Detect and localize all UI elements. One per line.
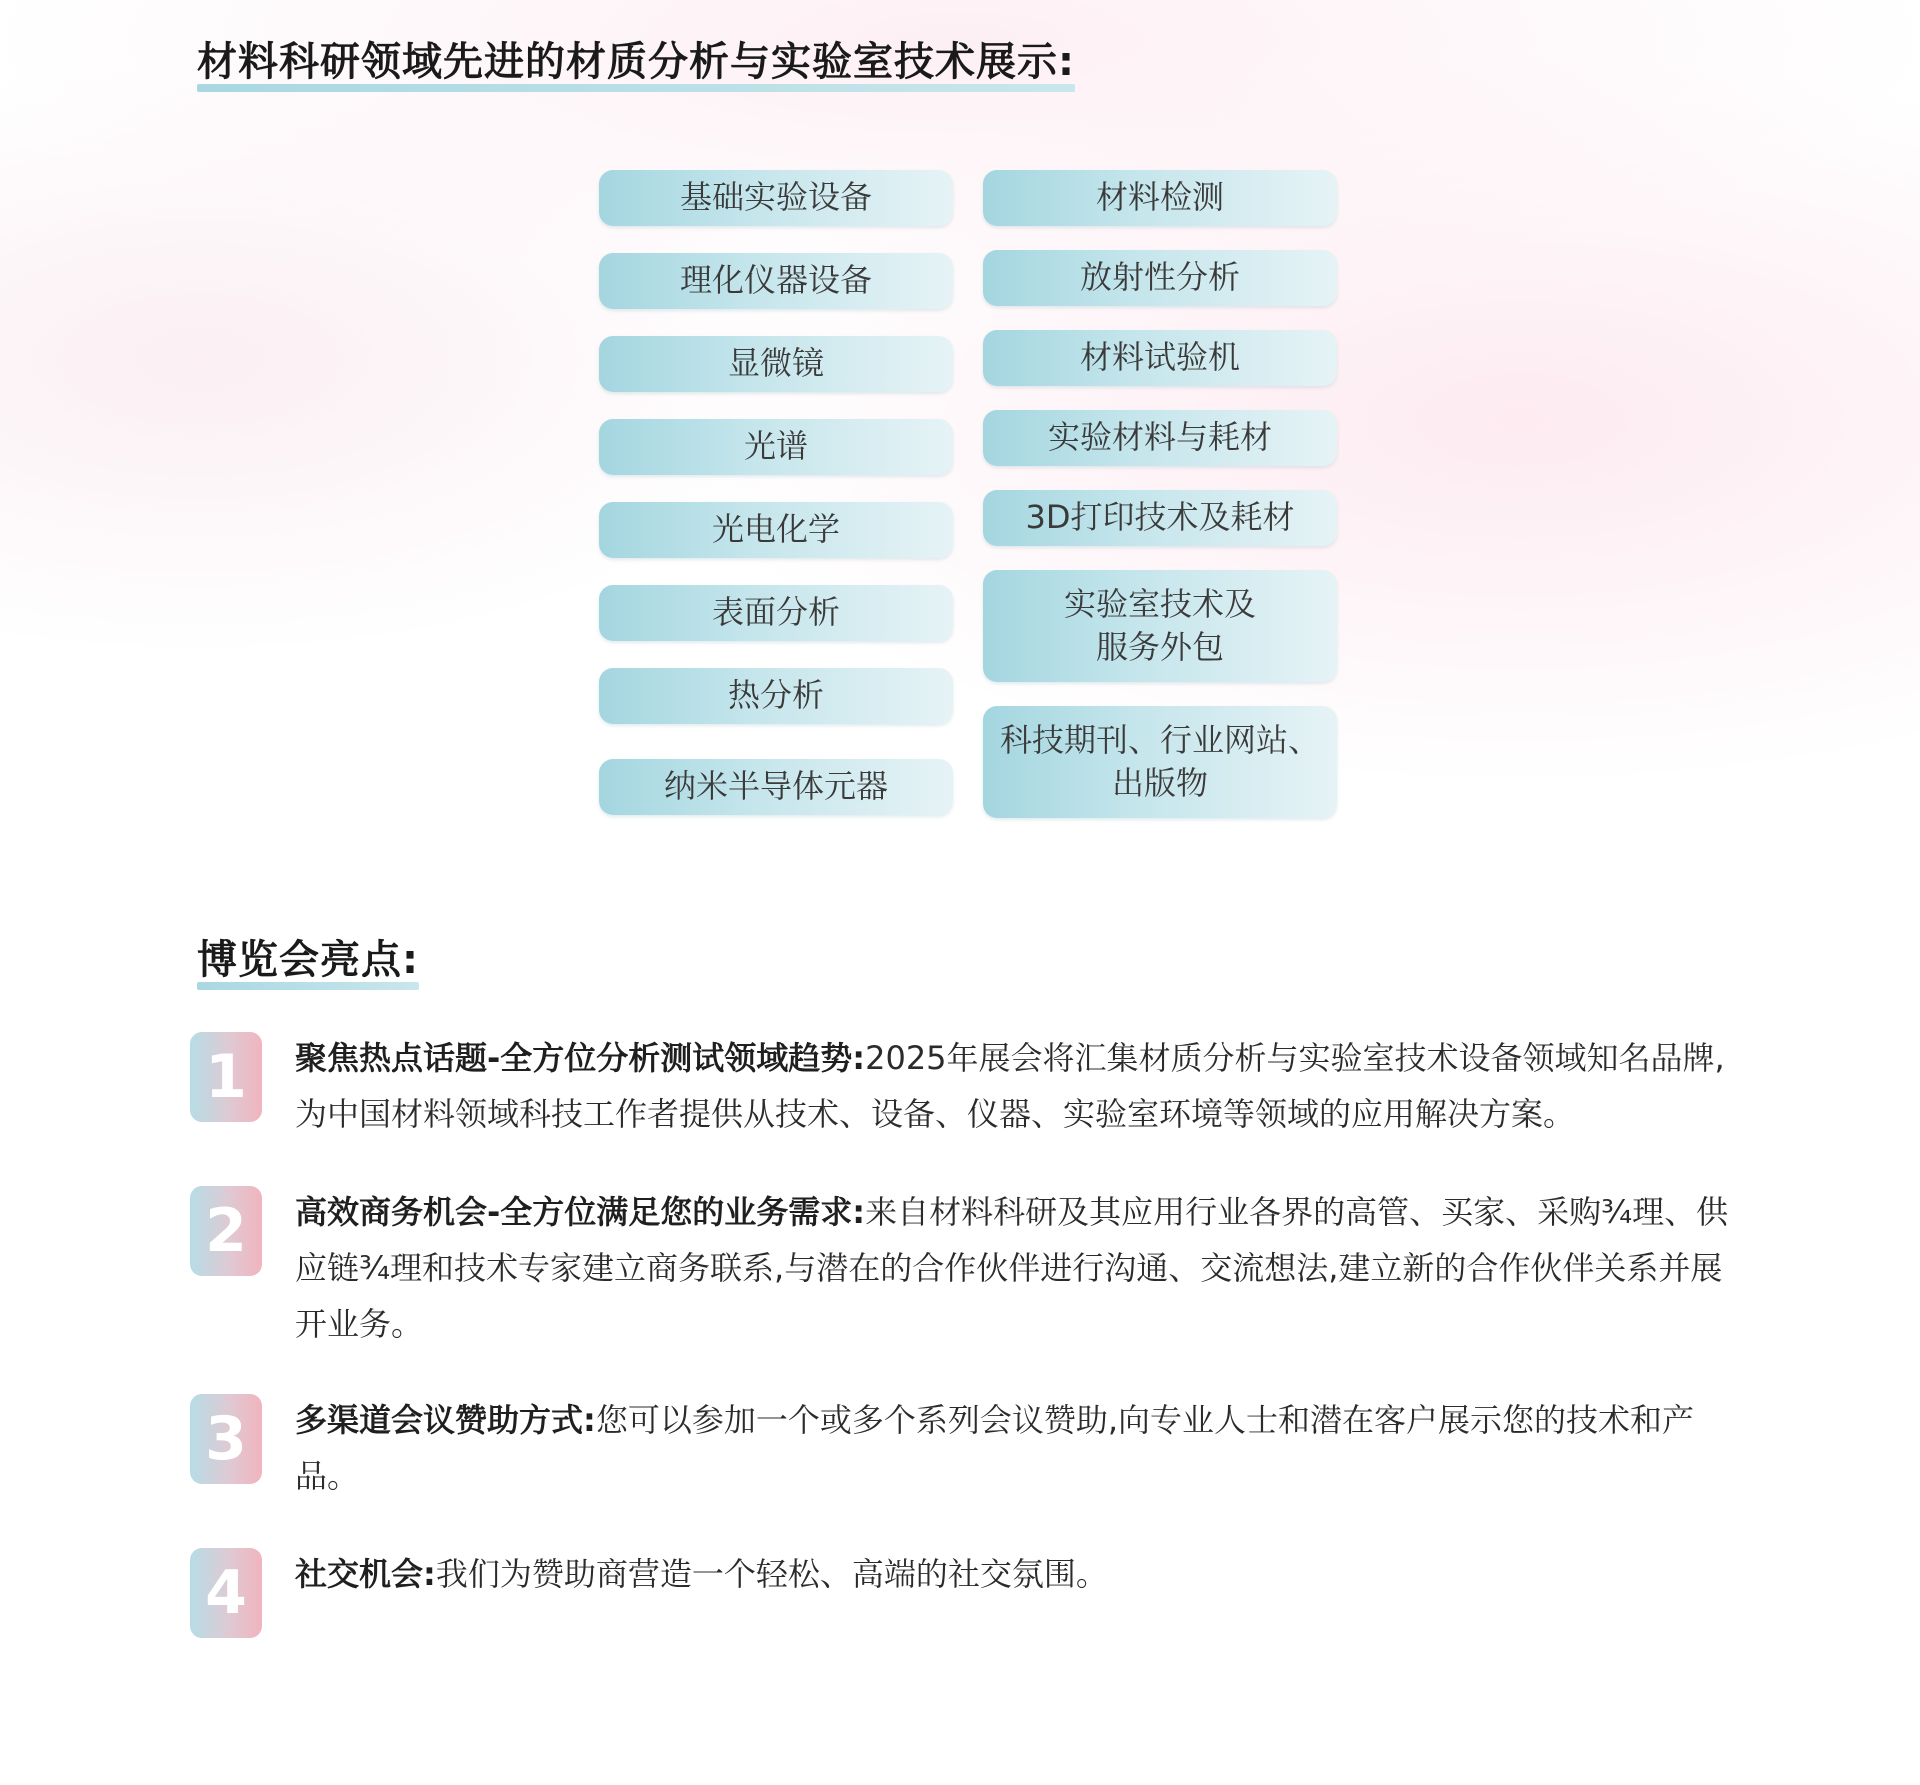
highlight-title: 多渠道会议赞助方式: [295, 1401, 596, 1439]
category-tag: 放射性分析 [983, 250, 1337, 306]
highlight-body: 2025年展会将汇集材质分析与实验室技术设备领域知名品牌,为中国材料领域科技工作者提供从技术、设备、仪器、实验室环境等领域的应用解决方案。 [295, 1039, 1725, 1133]
category-tag: 显微镜 [599, 336, 953, 392]
number-badge: 1 [190, 1032, 262, 1122]
highlight-title: 高效商务机会-全方位满足您的业务需求: [295, 1193, 866, 1231]
highlight-body: 我们为赞助商营造一个轻松、高端的社交氛围。 [435, 1555, 1108, 1593]
category-tag: 表面分析 [599, 585, 953, 641]
category-tag: 科技期刊、行业网站、 出版物 [983, 706, 1337, 818]
highlight-title: 聚焦热点话题-全方位分析测试领域趋势: [295, 1039, 866, 1077]
category-tag: 材料检测 [983, 170, 1337, 226]
number-badge: 2 [190, 1186, 262, 1276]
title-underline [197, 982, 419, 990]
category-tag: 基础实验设备 [599, 170, 953, 226]
number-badge: 3 [190, 1394, 262, 1484]
number-badge: 4 [190, 1548, 262, 1638]
category-tag: 实验室技术及 服务外包 [983, 570, 1337, 682]
category-tag: 纳米半导体元器 [599, 759, 953, 815]
category-tag: 3D打印技术及耗材 [983, 490, 1337, 546]
highlight-text [295, 1184, 1750, 1352]
category-tag: 热分析 [599, 668, 953, 724]
section-title-highlights: 博览会亮点: [197, 936, 419, 984]
category-tag: 材料试验机 [983, 330, 1337, 386]
category-tag: 光谱 [599, 419, 953, 475]
highlight-text [295, 1546, 1750, 1602]
highlight-text [295, 1392, 1750, 1504]
title-underline [197, 84, 1075, 92]
highlight-title: 社交机会: [295, 1555, 436, 1593]
highlight-body: 您可以参加一个或多个系列会议赞助,向专业人士和潜在客户展示您的技术和产品。 [295, 1401, 1694, 1495]
category-tag: 理化仪器设备 [599, 253, 953, 309]
category-tag: 光电化学 [599, 502, 953, 558]
section-title-materials: 材料科研领域先进的材质分析与实验室技术展示: [197, 38, 1075, 86]
highlight-body: 来自材料科研及其应用行业各界的高管、买家、采购¾理、供应链¾理和技术专家建立商务联系,与潜在的合作伙伴进行沟通、交流想法,建立新的合作伙伴关系并展开业务。 [295, 1193, 1729, 1343]
category-tag: 实验材料与耗材 [983, 410, 1337, 466]
highlight-text [295, 1030, 1750, 1142]
